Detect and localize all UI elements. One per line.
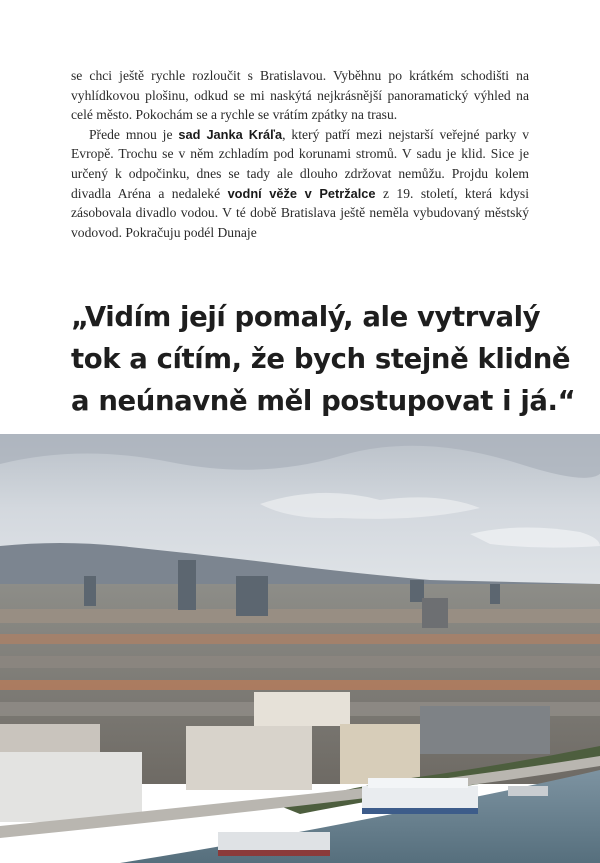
paragraph-1: se chci ještě rychle rozloučit s Bratislavou. Vyběhnu po krátkém schodišti na vyhlídkovou plošinu, odkud se mi naskýtá nejkrásnější panoramatický výhled na celé město. Pokochám se a rychle se vrátím zpátky na trasu. [71,68,529,123]
paragraph-2-text-b: , který patří mezi nejstarší veřejné parky v Evropě. Trochu se v něm zchladím pod korunami stromů. V sadu je klid. Sice je určený k odpočinku, dnes se tady ale dlouho zdržovat nemůžu. Projdu kolem divadla Aréna a nedaleké [71,126,529,201]
panorama-illustration [0,434,600,863]
water-tower-name: vodní věže v Petržalce [227,185,376,201]
article-body [71,66,529,242]
pull-quote-line-2: tok a cítím, že bych stejně klidně [71,343,571,375]
park-name: sad Janka Kráľa [178,126,283,142]
pull-quote-line-3: a neúnavně měl postupovat i já.“ [71,385,576,417]
pull-quote [71,296,576,422]
paragraph-2 [71,125,529,243]
paragraph-2-text-a: Přede mnou je [89,126,179,142]
paragraph-2-text-c: z 19. století, která kdysi zásobovala divadlo vodou. V té době Bratislava ještě neměla vybudovaný městský vodovod. Pokračuju podél Dunaje [71,185,529,240]
city-panorama-photo [0,434,600,863]
pull-quote-line-1: „Vidím její pomalý, ale vytrvalý [71,301,541,333]
